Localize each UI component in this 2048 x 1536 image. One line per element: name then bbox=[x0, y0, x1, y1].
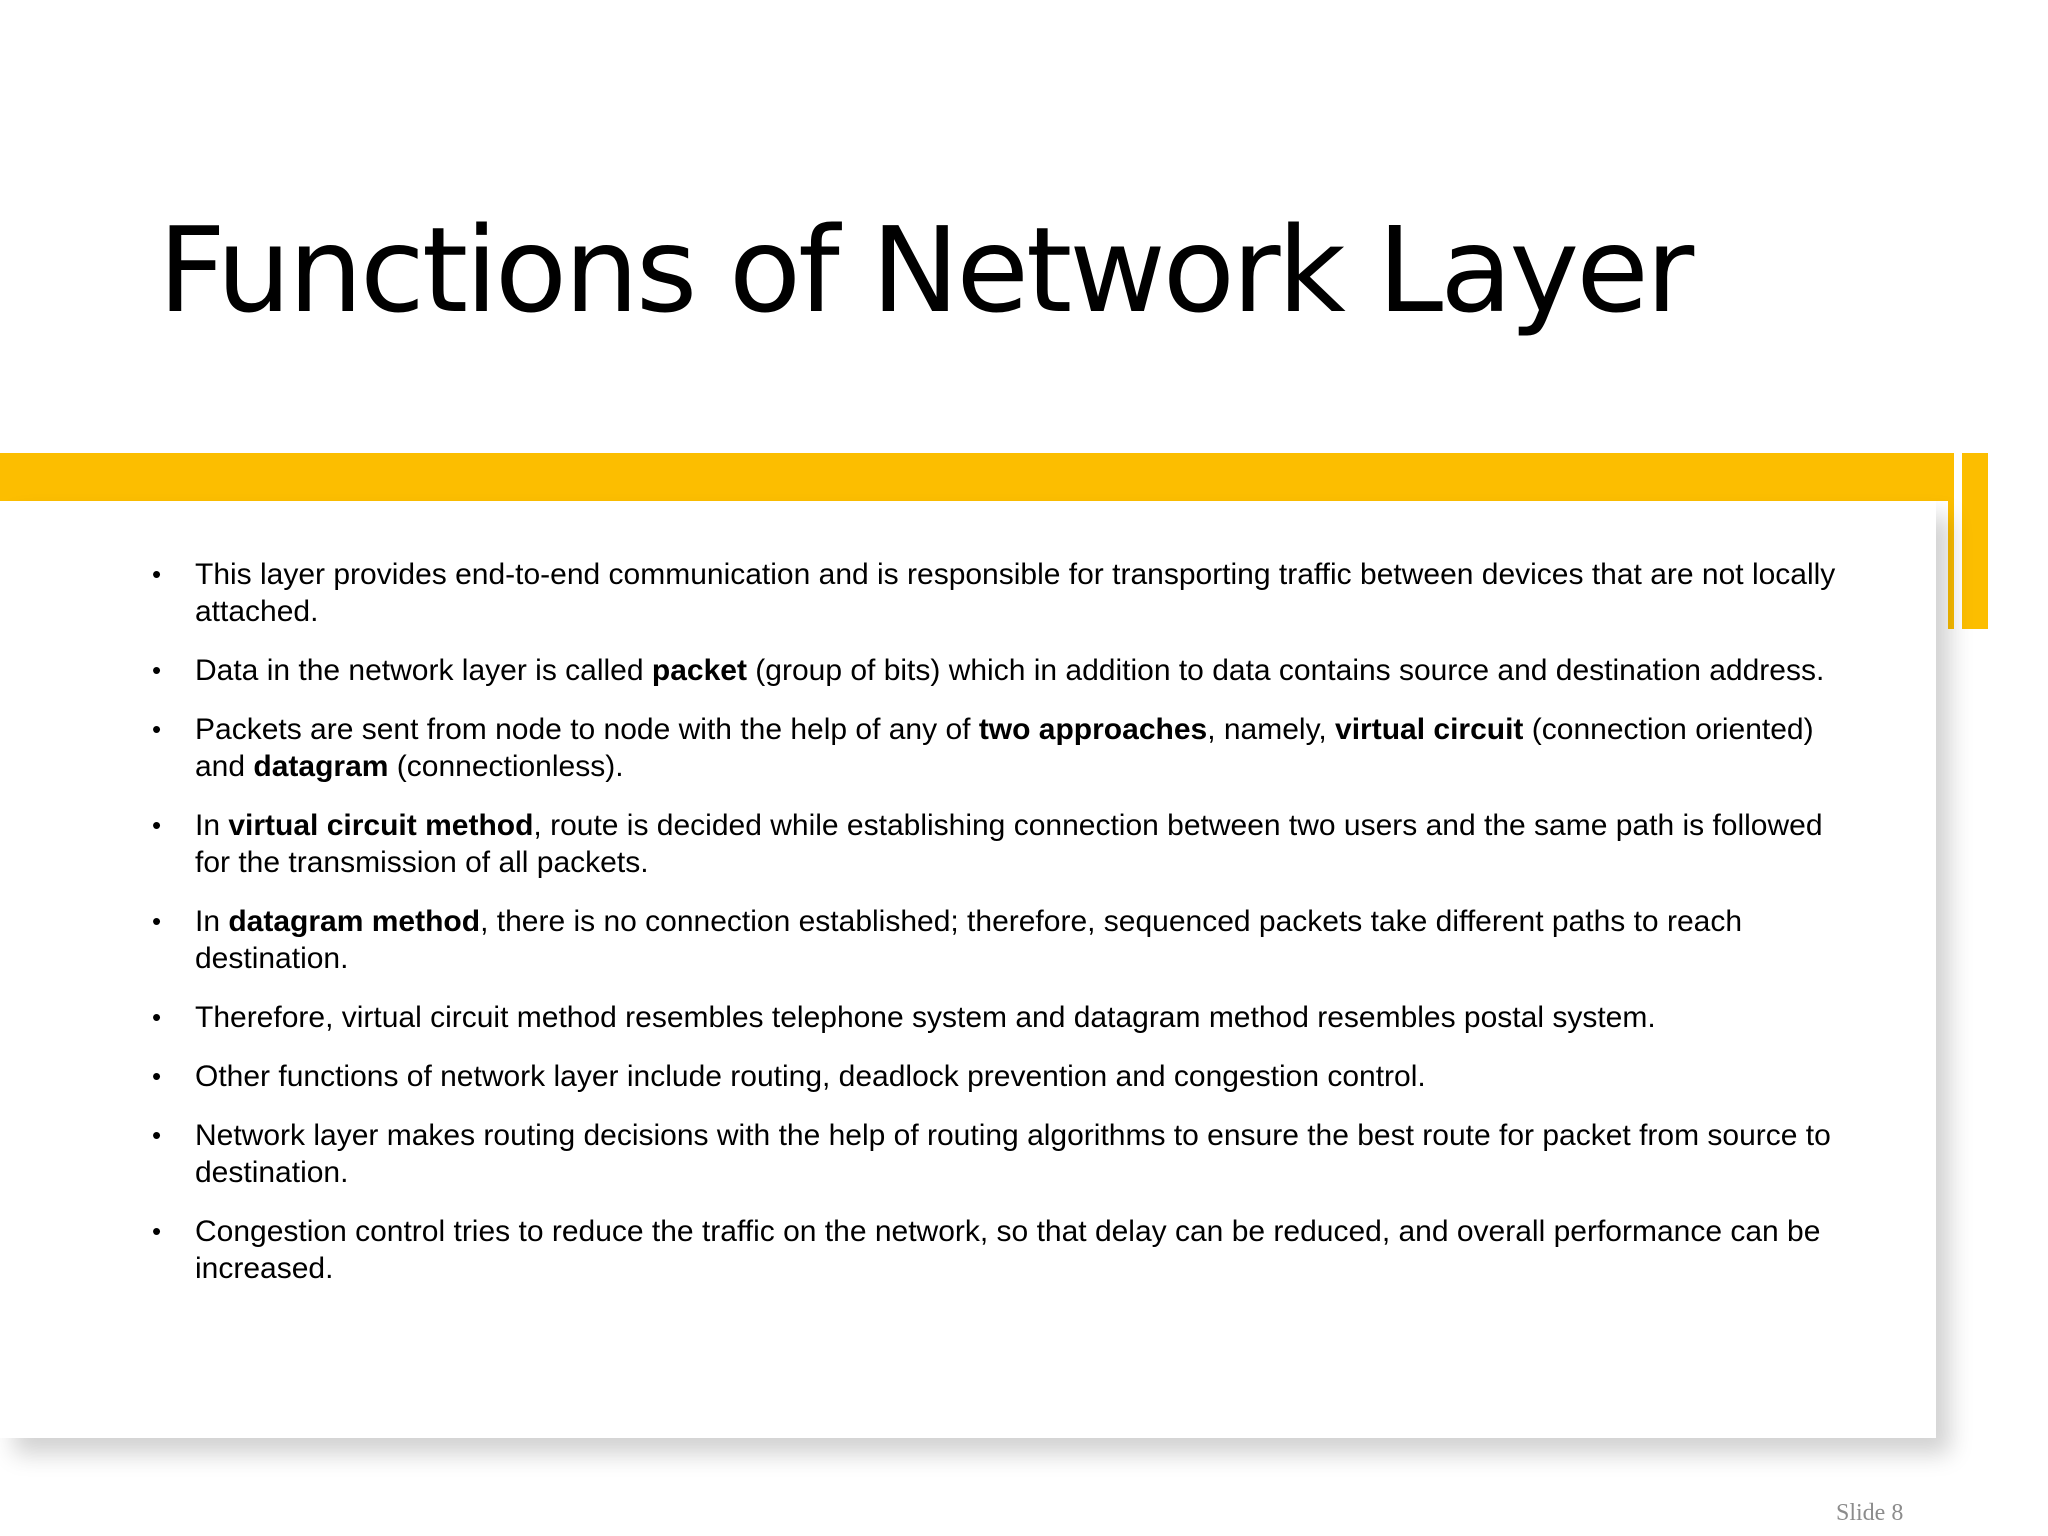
bullet-dot-icon: • bbox=[152, 559, 162, 589]
bullet-text-bold: packet bbox=[651, 654, 747, 687]
bullet-text: This layer provides end-to-end communication and is responsible for transporting traffic between devices that are not locally attached. bbox=[195, 558, 1836, 628]
bullet-text-bold: virtual circuit method bbox=[228, 809, 534, 842]
slide-number: Slide 8 bbox=[1836, 1500, 1904, 1526]
bullet-text: In bbox=[195, 809, 229, 842]
bullet-text: Data in the network layer is called bbox=[195, 654, 652, 687]
accent-stripe bbox=[1962, 453, 1988, 629]
bullet-dot-icon: • bbox=[152, 1120, 162, 1150]
bullet-text: Therefore, virtual circuit method resembles telephone system and datagram method resembles postal system. bbox=[195, 1001, 1656, 1034]
bullet-text-bold: virtual circuit bbox=[1335, 713, 1524, 746]
bullet-dot-icon: • bbox=[152, 810, 162, 840]
bullet-text: Other functions of network layer include routing, deadlock prevention and congestion control. bbox=[195, 1060, 1426, 1093]
bullet-text: (connectionless). bbox=[388, 750, 624, 783]
bullet-dot-icon: • bbox=[152, 714, 162, 744]
bullet-dot-icon: • bbox=[152, 1002, 162, 1032]
bullet-item bbox=[150, 807, 1850, 881]
bullet-dot-icon: • bbox=[152, 655, 162, 685]
bullet-item bbox=[150, 1213, 1850, 1287]
bullet-text: , route is decided while establishing connection between two users and the same path is followed for the transmission of all packets. bbox=[195, 809, 1823, 879]
bullet-text: In bbox=[195, 905, 229, 938]
bullet-text-bold: two approaches bbox=[978, 713, 1208, 746]
bullet-text: Packets are sent from node to node with the help of any of bbox=[195, 713, 979, 746]
bullet-item bbox=[150, 999, 1850, 1036]
bullet-text: Congestion control tries to reduce the traffic on the network, so that delay can be reduced, and overall performance can be increased. bbox=[195, 1215, 1821, 1285]
bullet-text: , there is no connection established; therefore, sequenced packets take different paths to reach destination. bbox=[195, 905, 1742, 975]
accent-tab bbox=[1948, 453, 1954, 629]
bullet-text: , namely, bbox=[1207, 713, 1336, 746]
bullet-item bbox=[150, 556, 1850, 630]
bullet-dot-icon: • bbox=[152, 1061, 162, 1091]
bullet-text: Network layer makes routing decisions with the help of routing algorithms to ensure the best route for packet from source to destination. bbox=[195, 1119, 1831, 1189]
bullet-list bbox=[150, 556, 1850, 1309]
bullet-item bbox=[150, 711, 1850, 785]
bullet-text-bold: datagram bbox=[253, 750, 389, 783]
slide-title: Functions of Network Layer bbox=[158, 201, 1692, 339]
accent-bar bbox=[0, 453, 1948, 501]
bullet-item bbox=[150, 1117, 1850, 1191]
bullet-dot-icon: • bbox=[152, 906, 162, 936]
bullet-text-bold: datagram method bbox=[228, 905, 481, 938]
bullet-text: (group of bits) which in addition to data contains source and destination address. bbox=[746, 654, 1825, 687]
bullet-dot-icon: • bbox=[152, 1216, 162, 1246]
bullet-item bbox=[150, 652, 1850, 689]
bullet-text: (connection oriented) and bbox=[195, 713, 1814, 783]
bullet-item bbox=[150, 1058, 1850, 1095]
bullet-item bbox=[150, 903, 1850, 977]
